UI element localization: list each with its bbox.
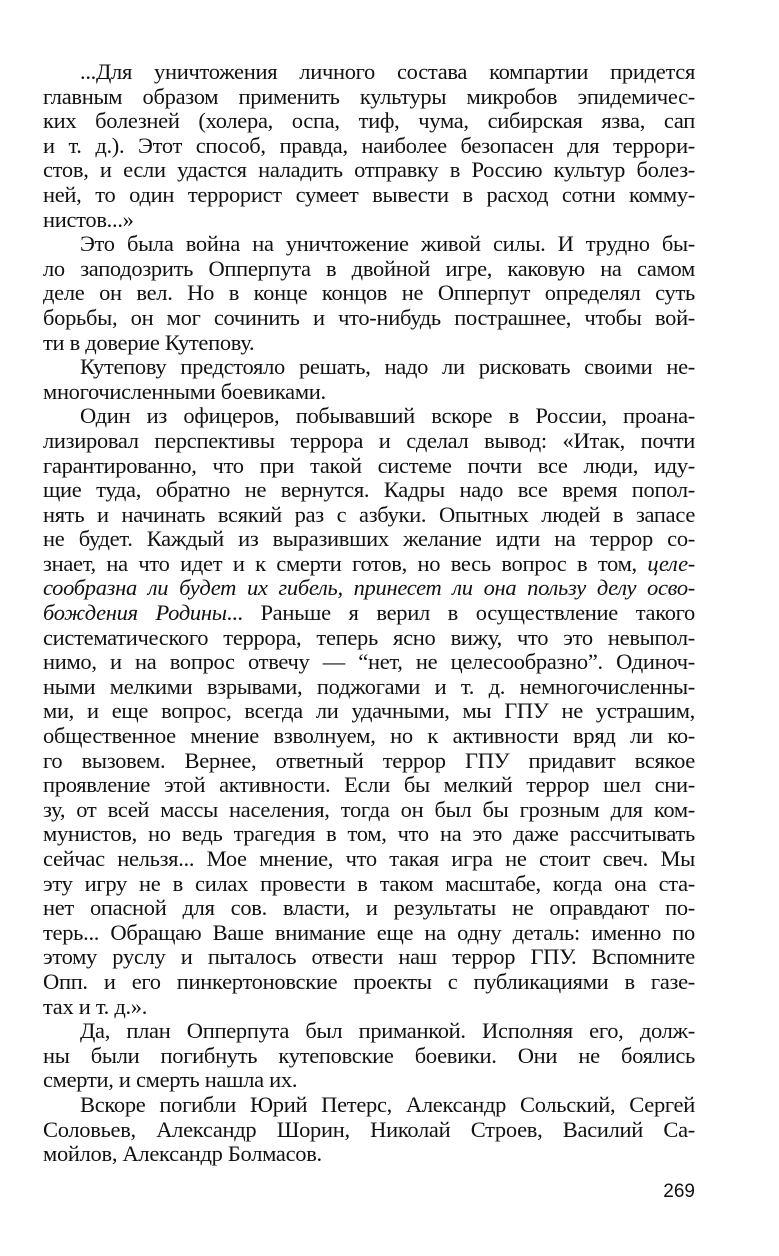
text-segment: нимо, и на вопрос отвечу — “нет, не целесообразно”. Одиноч- (43, 649, 695, 675)
text-segment: ными мелкими взрывами, поджогами и т. д. немногочисленны- (43, 673, 695, 699)
text-segment: Вскоре погибли Юрий Петерс, Александр Сольский, Сергей (80, 1091, 695, 1117)
text-segment: ны были погибнуть кутеповские боевики. Они не боялись (43, 1042, 695, 1068)
text-segment: тах и т. д.». (43, 993, 148, 1019)
text-line (43, 945, 695, 970)
text-segment: борьбы, он мог сочинить и что-нибудь пострашнее, чтобы вой- (43, 304, 695, 330)
text-line (43, 552, 695, 577)
text-segment: мунистов, но ведь трагедия в том, что на это даже рассчитывать (43, 821, 695, 847)
text-line (43, 331, 695, 356)
text-segment: Один из офицеров, побывавший вскоре в России, проана- (80, 403, 695, 429)
text-line (43, 970, 695, 995)
text-segment: эту игру не в силах провести в таком масштабе, когда она ста- (43, 870, 695, 896)
text-segment: многочисленными боевиками. (43, 378, 326, 404)
text-line (43, 158, 695, 183)
text-line (43, 109, 695, 134)
text-segment: мойлов, Александр Болмасов. (43, 1141, 322, 1167)
text-line (43, 503, 695, 528)
text-line (43, 60, 695, 85)
text-segment: Это была война на уничтожение живой силы. И трудно бы- (80, 231, 695, 257)
text-segment: нять и начинать всякий раз с азбуки. Опытных людей в запасе (43, 501, 695, 527)
text-segment: общественное мнение взволнуем, но к активности вряд ли ко- (43, 723, 695, 749)
paragraph (43, 1093, 695, 1167)
text-line (43, 1068, 695, 1093)
text-line (43, 1118, 695, 1143)
italic-text: целе- (647, 550, 695, 576)
text-segment: главным образом применить культуры микробов эпидемичес- (43, 83, 695, 109)
italic-text: бождения Родины (43, 600, 227, 626)
text-line (43, 872, 695, 897)
paragraph (43, 404, 695, 1019)
text-segment: ти в доверие Кутепову. (43, 329, 255, 355)
text-line (43, 232, 695, 257)
paragraph (43, 60, 695, 232)
text-segment: смерти, и смерть нашла их. (43, 1067, 298, 1093)
text-segment: стов, и если удастся наладить отправку в Россию культур болез- (43, 157, 695, 183)
paragraph (43, 355, 695, 404)
text-line (43, 650, 695, 675)
text-segment: сейчас нельзя... Мое мнение, что такая игра не стоит свеч. Мы (43, 846, 695, 871)
text-line (43, 675, 695, 700)
text-line (43, 1142, 695, 1167)
text-segment: щие туда, обратно не вернутся. Кадры надо все время попол- (43, 477, 695, 503)
text-line (43, 404, 695, 429)
text-line (43, 208, 695, 233)
text-line (43, 183, 695, 208)
text-segment: не будет. Каждый из выразивших желание идти на террор со- (43, 526, 695, 552)
text-segment: го вызовем. Вернее, ответный террор ГПУ придавит всякое (43, 747, 695, 773)
text-line (43, 257, 695, 282)
text-line (43, 429, 695, 454)
text-line (43, 1019, 695, 1044)
text-segment: зу, от всей массы населения, тогда он был бы грозным для ком- (43, 796, 695, 822)
text-segment: ней, то один террорист сумеет вывести в расход сотни комму- (43, 181, 695, 207)
text-line (43, 454, 695, 479)
text-line (43, 773, 695, 798)
text-line (43, 478, 695, 503)
text-line (43, 380, 695, 405)
text-segment: проявление этой активности. Если бы мелкий террор шел сни- (43, 772, 695, 798)
text-segment: ... Раньше я верил в осуществление такого (226, 600, 695, 626)
text-segment: ких болезней (холера, оспа, тиф, чума, сибирская язва, сап (43, 108, 695, 134)
page-number: 269 (663, 1181, 695, 1202)
text-segment: ми, и еще вопрос, всегда ли удачными, мы ГПУ не устрашим, (43, 698, 695, 724)
text-line (43, 1044, 695, 1069)
text-line (43, 576, 695, 601)
text-segment: деле он вел. Но в конце концов не Опперпут определял суть (43, 280, 695, 306)
text-segment: Да, план Опперпута был приманкой. Исполняя его, долж- (80, 1018, 695, 1044)
text-line (43, 822, 695, 847)
text-segment: и т. д.). Этот способ, правда, наиболее безопасен для террори- (43, 132, 695, 158)
text-line (43, 749, 695, 774)
page-body-text (43, 60, 695, 1167)
text-segment: терь... Обращаю Ваше внимание еще на одну деталь: именно по (43, 919, 695, 945)
paragraph (43, 1019, 695, 1093)
text-segment: лизировал перспективы террора и сделал вывод: «Итак, почти (43, 427, 695, 453)
text-line (43, 355, 695, 380)
text-line (43, 921, 695, 946)
text-line (43, 527, 695, 552)
text-line (43, 85, 695, 110)
text-line (43, 1093, 695, 1118)
text-segment: Кутепову предстояло решать, надо ли рисковать своими не- (80, 354, 695, 380)
text-segment: нет опасной для сов. власти, и результаты не оправдают по- (43, 895, 695, 921)
text-segment: знает, на что идет и к смерти готов, но весь вопрос в том, (43, 550, 648, 576)
text-line (43, 626, 695, 651)
text-segment: нистов...» (43, 206, 134, 232)
text-line (43, 281, 695, 306)
text-segment: систематического террора, теперь ясно вижу, что это невыпол- (43, 624, 695, 650)
paragraph (43, 232, 695, 355)
text-line (43, 134, 695, 159)
italic-text: сообразна ли будет их гибель, принесет ли она пользу делу осво- (43, 575, 695, 601)
text-line (43, 995, 695, 1020)
text-segment: этому руслу и пыталось отвести наш террор ГПУ. Вспомните (43, 944, 695, 970)
text-line (43, 724, 695, 749)
text-segment: Опп. и его пинкертоновские проекты с публикациями в газе- (43, 968, 695, 994)
text-segment: гарантированно, что при такой системе почти все люди, иду- (43, 452, 695, 478)
text-line (43, 306, 695, 331)
text-line (43, 896, 695, 921)
text-line (43, 699, 695, 724)
text-segment: ло заподозрить Опперпута в двойной игре, каковую на самом (43, 255, 695, 281)
text-segment: Соловьев, Александр Шорин, Николай Строев, Василий Са- (43, 1116, 695, 1142)
text-line (43, 847, 695, 872)
text-segment: ...Для уничтожения личного состава компартии придется (80, 59, 695, 84)
text-line (43, 601, 695, 626)
text-line (43, 798, 695, 823)
